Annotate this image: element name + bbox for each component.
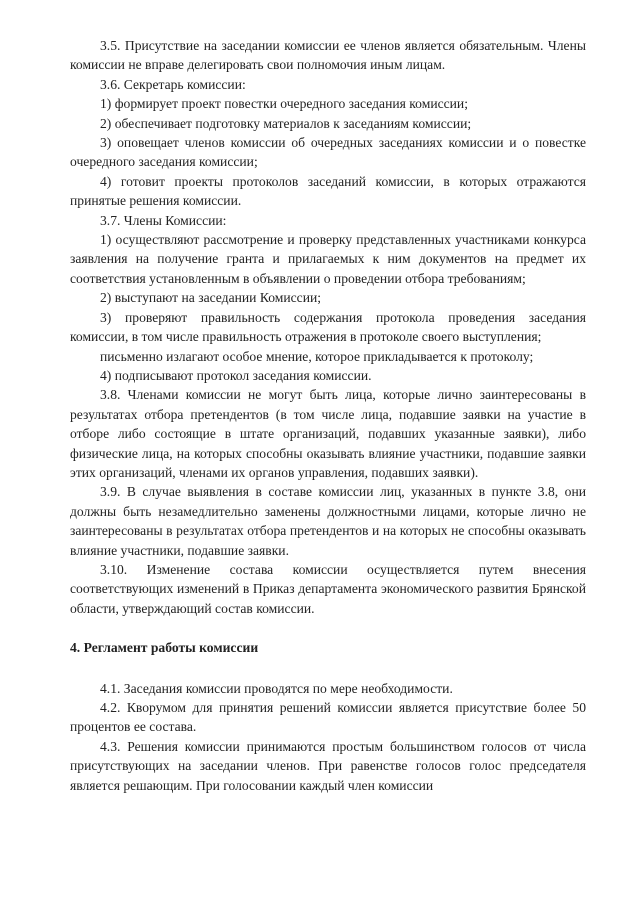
paragraph-3-7-1: 1) осуществляют рассмотрение и проверку представленных участниками конкурса заявления на получение гранта и прилагаемых к ним документов на предмет их соответствия установленным в объявлении о проведении отбора требованиям; (70, 232, 586, 286)
paragraph-3-9: 3.9. В случае выявления в составе комиссии лиц, указанных в пункте 3.8, они должны быть незамедлительно заменены должностными лицами, которые лично не заинтересованы в результатах отбора претендентов и на которых не способны оказывать влияние участники, подавшие заявки. (70, 484, 586, 558)
paragraph-3-7-3: 3) проверяют правильность содержания протокола проведения заседания комиссии, в том числе правильность отражения в протоколе своего выступления; (70, 309, 586, 345)
paragraph-3-5: 3.5. Присутствие на заседании комиссии ее членов является обязательным. Члены комиссии не вправе делегировать свои полномочия иным лицам. (70, 38, 586, 73)
section-heading: 4. Регламент работы комиссии (70, 640, 259, 656)
paragraph-3-7-3-note: письменно излагают особое мнение, которое прикладывается к протоколу; (100, 348, 534, 364)
paragraph-4-1: 4.1. Заседания комиссии проводятся по мере необходимости. (100, 680, 453, 696)
paragraph-3-8: 3.8. Членами комиссии не могут быть лица, которые лично заинтересованы в результатах отбора претендентов (в том числе лица, подавшие заявки на участие в отборе либо состоящие в штате организаций, подавших указанные заявки), либо физические лица, на которых способны оказывать влияние участники, подавшие заявки этих организаций, членами их органов управления, подавших заявки). (70, 387, 586, 480)
paragraph-4-2: 4.2. Кворумом для принятия решений комиссии является присутствие более 50 процентов ее состава. (70, 700, 586, 735)
paragraph-3-6-1: 1) формирует проект повестки очередного заседания комиссии; (100, 96, 468, 112)
paragraph-3-6: 3.6. Секретарь комиссии: (100, 76, 246, 92)
paragraph-3-7-2: 2) выступают на заседании Комиссии; (100, 290, 322, 306)
paragraph-3-6-3: 3) оповещает членов комиссии об очередных заседаниях комиссии и о повестке очередного заседания комиссии; (70, 135, 586, 170)
paragraph-3-7-4: 4) подписывают протокол заседания комиссии. (100, 367, 372, 383)
paragraph-3-10: 3.10. Изменение состава комиссии осуществляется путем внесения соответствующих изменений в Приказ департамента экономического развития Брянской области, утверждающий состав комиссии. (70, 561, 586, 616)
document-page (70, 36, 586, 795)
paragraph-3-6-4: 4) готовит проекты протоколов заседаний комиссии, в которых отражаются принятые решения комиссии. (70, 173, 586, 209)
paragraph-4-3: 4.3. Решения комиссии принимаются простым большинством голосов от числа присутствующих на заседании членов. При равенстве голосов голос председателя является решающим. При голосовании каждый член комиссии (70, 738, 586, 793)
paragraph-3-6-2: 2) обеспечивает подготовку материалов к заседаниям комиссии; (100, 115, 472, 131)
paragraph-3-7: 3.7. Члены Комиссии: (100, 212, 227, 228)
